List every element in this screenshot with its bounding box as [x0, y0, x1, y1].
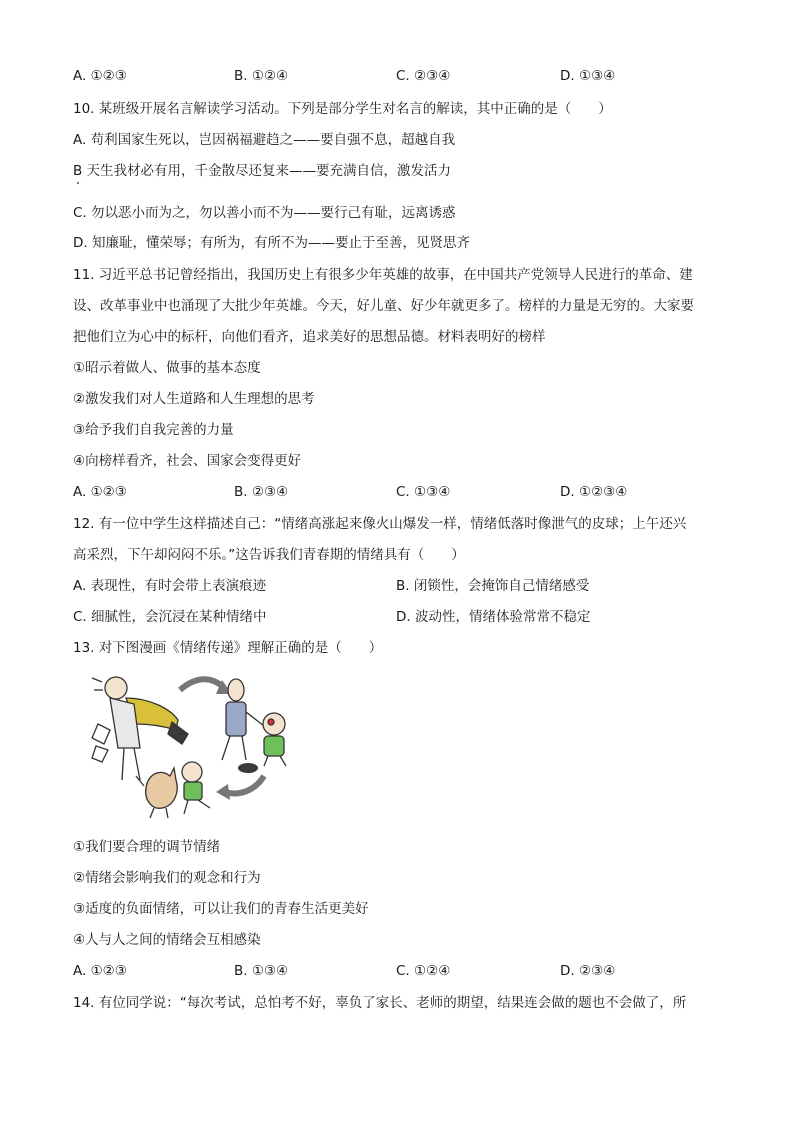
q11-stem-line2: 设、改革事业中也涌现了大批少年英雄。今天，好儿童、好少年就更多了。榜样的力量是无穷的。大家要	[73, 298, 694, 314]
stray-mark	[77, 182, 79, 184]
q13-option-c: C. ①②④	[396, 963, 451, 979]
q10-option-a: A. 苟利国家生死以，岂因祸福避趋之——要自强不息，超越自我	[73, 132, 456, 148]
q13-option-a: A. ①②③	[73, 963, 127, 979]
q13-statement-1: ①我们要合理的调节情绪	[73, 839, 221, 855]
cat-figure	[136, 768, 177, 818]
q10-stem: 10. 某班级开展名言解读学习活动。下列是部分学生对名言的解读，其中正确的是（ ）	[73, 101, 612, 117]
q13-stem: 13. 对下图漫画《情绪传递》理解正确的是（ ）	[73, 640, 383, 656]
dropped-item	[238, 763, 258, 773]
arrow-top	[180, 679, 224, 690]
q12-options-row1	[73, 577, 723, 595]
q9-option-a: A. ①②③	[73, 68, 127, 84]
q11-option-b: B. ②③④	[234, 484, 289, 500]
q13-options	[73, 962, 723, 980]
q10-option-d: D. 知廉耻，懂荣辱；有所为，有所不为——要止于至善，见贤思齐	[73, 235, 470, 251]
child-figure	[263, 713, 286, 766]
q11-stem-line1: 11. 习近平总书记曾经指出，我国历史上有很多少年英雄的故事，在中国共产党领导人民进行的革命、建	[73, 267, 693, 283]
arrow-bottom-head	[216, 784, 230, 800]
q12-stem-line1: 12. 有一位中学生这样描述自己：“情绪高涨起来像火山爆发一样，情绪低落时像泄气的皮球；上午还兴	[73, 516, 687, 532]
father-figure	[222, 679, 264, 760]
q10-option-b: B 天生我材必有用，千金散尽还复来——要充满自信，激发活力	[73, 163, 452, 179]
q9-option-b: B. ①②④	[234, 68, 289, 84]
q14-stem-line1: 14. 有位同学说：“每次考试，总怕考不好，辜负了家长、老师的期望，结果连会做的题也不会做了，所	[73, 995, 687, 1011]
arrow-bottom	[224, 776, 264, 793]
q12-option-b: B. 闭锁性，会掩饰自己情绪感受	[396, 578, 590, 594]
q13-statement-2: ②情绪会影响我们的观念和行为	[73, 870, 261, 886]
q13-option-d: D. ②③④	[560, 963, 616, 979]
q11-option-a: A. ①②③	[73, 484, 127, 500]
q11-statement-2: ②激发我们对人生道路和人生理想的思考	[73, 391, 315, 407]
q11-statement-1: ①昭示着做人、做事的基本态度	[73, 360, 261, 376]
q12-option-a: A. 表现性，有时会带上表演痕迹	[73, 578, 267, 594]
q11-statement-4: ④向榜样看齐，社会、国家会变得更好	[73, 453, 302, 469]
emotion-transfer-cartoon	[88, 668, 308, 820]
q11-stem-line3: 把他们立为心中的标杆，向他们看齐，追求美好的思想品德。材料表明好的榜样	[73, 329, 546, 345]
child-kicking-figure	[182, 762, 210, 814]
q10-option-c: C. 勿以恶小而为之，勿以善小而不为——要行己有耻，远离诱惑	[73, 205, 456, 221]
q12-option-d: D. 波动性，情绪体验常常不稳定	[396, 609, 591, 625]
q9-options	[73, 67, 723, 85]
q12-options-row2	[73, 608, 723, 626]
q13-statement-4: ④人与人之间的情绪会互相感染	[73, 932, 261, 948]
q11-options	[73, 483, 723, 501]
q13-statement-3: ③适度的负面情绪，可以让我们的青春生活更美好	[73, 901, 369, 917]
q9-option-c: C. ②③④	[396, 68, 451, 84]
q12-option-c: C. 细腻性，会沉浸在某种情绪中	[73, 609, 267, 625]
q11-statement-3: ③给予我们自我完善的力量	[73, 422, 234, 438]
q9-option-d: D. ①③④	[560, 68, 616, 84]
q11-option-d: D. ①②③④	[560, 484, 628, 500]
q13-option-b: B. ①③④	[234, 963, 289, 979]
boss-figure	[92, 677, 188, 780]
q11-option-c: C. ①③④	[396, 484, 451, 500]
q12-stem-line2: 高采烈，下午却闷闷不乐。”这告诉我们青春期的情绪具有（ ）	[73, 547, 465, 563]
